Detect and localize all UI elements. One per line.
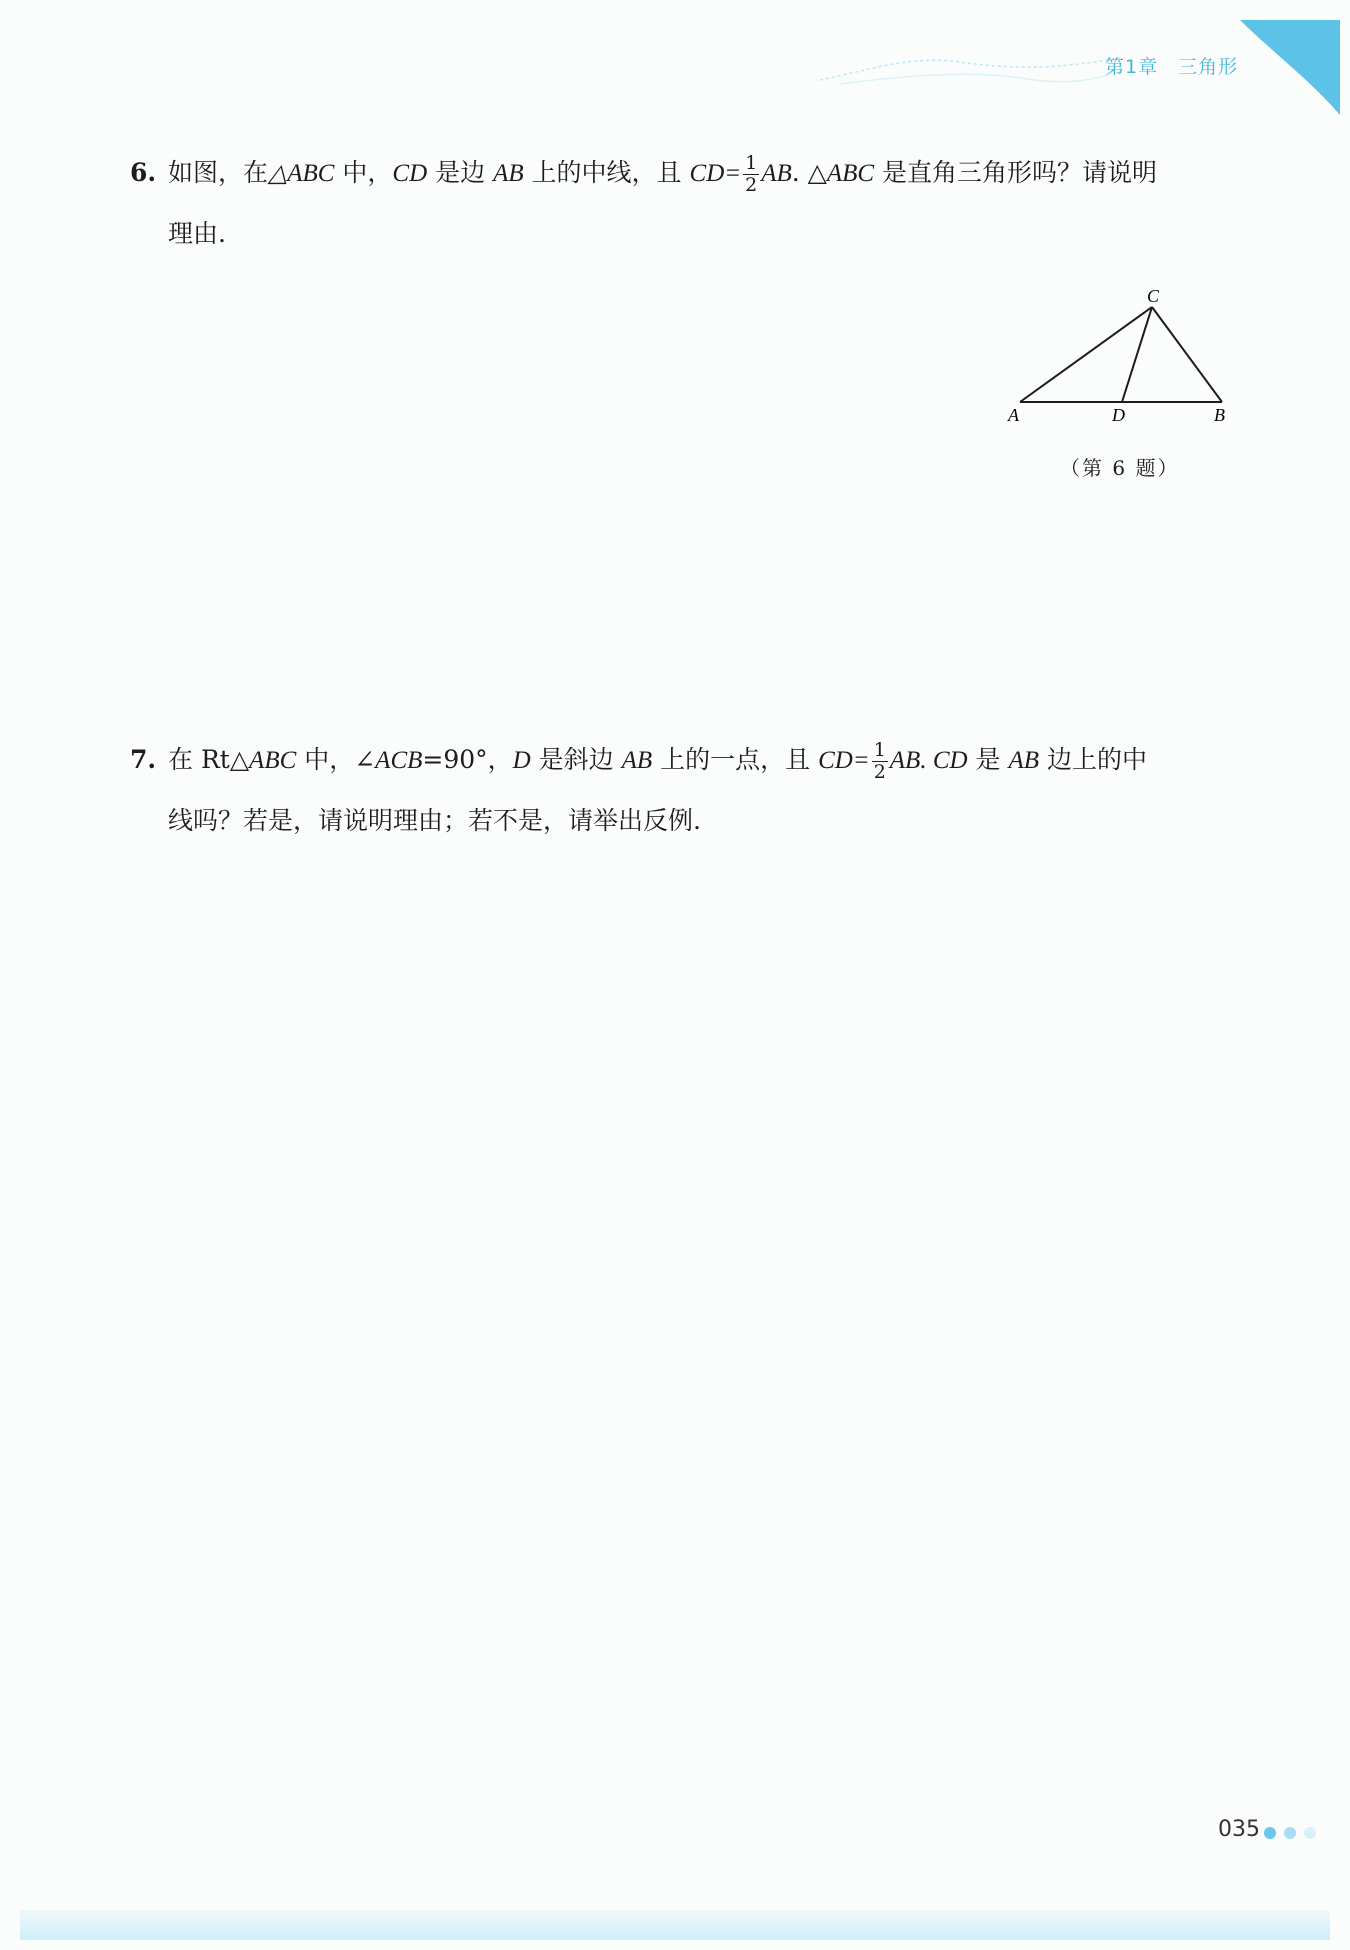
side-ac [1020,307,1152,402]
math-segment: △ABC [268,160,335,187]
footer-band-decoration [20,1910,1330,1940]
label-a: A [1008,405,1019,425]
fraction [743,153,759,196]
math-segment: AB [761,160,792,187]
problem-7 [130,730,1260,851]
text-segment: 中， [334,158,393,187]
text-segment: =90°， [422,745,513,774]
page-dots-decoration [1262,1825,1332,1841]
problem-6 [130,143,1260,264]
fraction-denominator: 2 [745,174,758,196]
text-segment: 是直角三角形吗？请说明 [874,158,1158,187]
problem-7-line-1 [130,730,1260,791]
text-segment: 上的中线，且 [523,158,690,187]
fraction-denominator: 2 [873,761,886,783]
math-segment: ACB [375,747,423,774]
chapter-header [1105,52,1238,79]
math-segment: CD= [689,160,742,187]
side-bc [1152,307,1222,402]
math-segment: ABC [826,160,875,187]
chapter-number: 第1章 [1105,56,1159,78]
fraction [872,740,888,783]
text-segment: 边上的中 [1039,745,1147,774]
math-segment: CD= [818,747,870,774]
corner-tab-decoration [1240,20,1340,115]
median-cd [1122,307,1152,402]
label-c: C [1147,286,1160,306]
text-segment: 是 [967,745,1009,774]
math-segment: AB [493,160,524,187]
math-segment: AB. CD [889,747,968,774]
text-segment: 如图，在 [168,158,269,187]
math-segment: ABC [249,747,297,774]
text-segment: 中，∠ [296,745,376,774]
text-segment: 是边 [427,158,494,187]
math-segment: AB [621,747,653,774]
text-segment: 在 Rt△ [168,745,250,774]
problem-6-line-1 [130,143,1260,204]
label-b: B [1214,405,1225,425]
math-segment: D [512,747,531,774]
problem-7-line-2: 线吗？若是，请说明理由；若不是，请举出反例. [168,806,701,835]
problem-number: 7. [130,745,157,774]
chapter-title: 三角形 [1178,56,1239,78]
math-segment: AB [1008,747,1040,774]
math-segment: CD [392,160,428,187]
fraction-numerator: 1 [745,152,758,174]
text-segment: 是斜边 [530,745,622,774]
page-number: 035 [1218,1817,1260,1842]
fraction-numerator: 1 [873,739,886,761]
problem-6-line-2: 理由. [168,219,226,248]
figure-caption: （第 6 题） [1060,456,1180,480]
label-d: D [1112,405,1125,425]
text-segment: . △ [791,158,827,187]
problem-number: 6. [130,158,157,187]
header-wave-decoration [820,40,1120,90]
text-segment: 上的一点，且 [652,745,819,774]
